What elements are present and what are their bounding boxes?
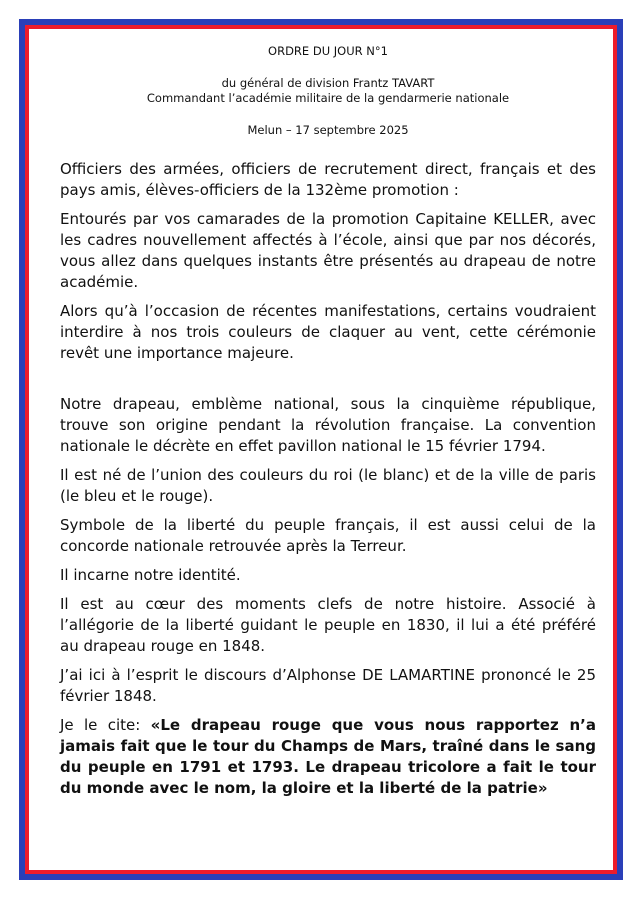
- general-line: du général de division Frantz TAVART: [221, 76, 435, 90]
- paragraph-history: Il est au cœur des moments clefs de notre histoire. Associé à l’allégorie de la liberté guidant le peuple en 1830, il lui a été préféré au drapeau rouge en 1848.: [60, 595, 596, 655]
- paragraph-symbol: Symbole de la liberté du peuple français, il est aussi celui de la concorde nationale retrouvée après la Terreur.: [60, 516, 596, 555]
- paragraph-address: Officiers des armées, officiers de recrutement direct, français et des pays amis, élèves-officiers de la 132ème promotion :: [60, 160, 596, 199]
- order-title: ORDRE DU JOUR N°1: [268, 44, 388, 58]
- paragraph-citation: [60, 715, 596, 799]
- paragraph-presentation: Entourés par vos camarades de la promotion Capitaine KELLER, avec les cadres nouvellement affectés à l’école, ainsi que par nos décorés, vous allez dans quelques instants être présentés au drapeau de notre académie.: [60, 210, 596, 291]
- paragraph-identity: Il incarne notre identité.: [60, 566, 241, 584]
- command-line: Commandant l’académie militaire de la gendarmerie nationale: [146, 91, 510, 105]
- document-content: [60, 44, 596, 807]
- document-header: [60, 44, 596, 138]
- paragraph-colors: Il est né de l’union des couleurs du roi (le blanc) et de la ville de paris (le bleu et le rouge).: [60, 466, 596, 505]
- paragraph-lamartine: J’ai ici à l’esprit le discours d’Alphonse DE LAMARTINE prononcé le 25 février 1848.: [60, 666, 596, 705]
- document-body: [60, 159, 596, 799]
- place-date: Melun – 17 septembre 2025: [247, 123, 409, 137]
- paragraph-importance: Alors qu’à l’occasion de récentes manifestations, certains voudraient interdire à nos trois couleurs de claquer au vent, cette cérémonie revêt une importance majeure.: [60, 302, 596, 362]
- paragraph-origin: Notre drapeau, emblème national, sous la cinquième république, trouve son origine pendant la révolution française. La convention nationale le décrète en effet pavillon national le 15 février 1794.: [60, 395, 596, 455]
- citation-quote: «Le drapeau rouge que vous nous rapportez n’a jamais fait que le tour du Champs de Mars, traîné dans le sang du peuple en 1791 et 1793. Le drapeau tricolore a fait le tour du monde avec le nom, la gloire et la liberté de la patrie»: [60, 716, 596, 797]
- citation-intro: Je le cite:: [60, 716, 151, 734]
